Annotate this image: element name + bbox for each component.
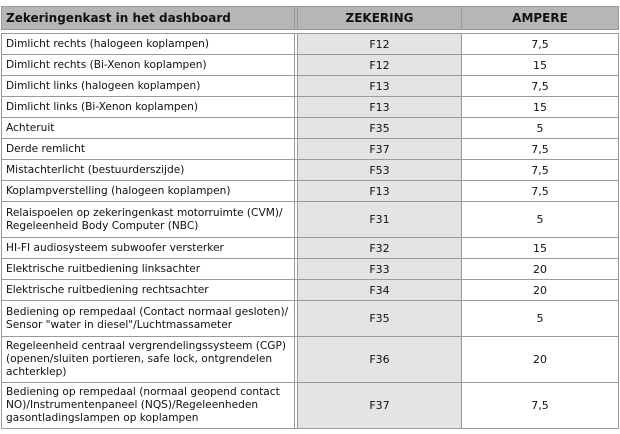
fuse-table-body [2,34,619,429]
row-description: Koplampverstelling (halogeen koplampen) [2,181,295,202]
row-description: Dimlicht links (halogeen koplampen) [2,76,295,97]
row-ampere: 20 [462,280,619,301]
row-fuse: F36 [298,337,462,383]
table-row [2,97,619,118]
row-ampere: 7,5 [462,76,619,97]
row-fuse: F12 [298,55,462,76]
row-description: Dimlicht links (Bi-Xenon koplampen) [2,97,295,118]
table-row [2,139,619,160]
row-fuse: F37 [298,139,462,160]
row-description: HI-FI audiosysteem subwoofer versterker [2,238,295,259]
row-description: Relaispoelen op zekeringenkast motorruimte (CVM)/ Regeleenheid Body Computer (NBC) [2,202,295,238]
table-row [2,337,619,383]
row-ampere: 7,5 [462,383,619,429]
row-ampere: 15 [462,55,619,76]
header-description: Zekeringenkast in het dashboard [2,7,295,30]
row-ampere: 15 [462,238,619,259]
fuse-table [1,6,619,429]
row-description: Achteruit [2,118,295,139]
row-fuse: F35 [298,301,462,337]
row-fuse: F31 [298,202,462,238]
row-description: Bediening op rempedaal (Contact normaal gesloten)/ Sensor "water in diesel"/Luchtmassameter [2,301,295,337]
row-ampere: 20 [462,259,619,280]
row-fuse: F34 [298,280,462,301]
table-row [2,238,619,259]
row-fuse: F12 [298,34,462,55]
table-row [2,76,619,97]
row-description: Mistachterlicht (bestuurderszijde) [2,160,295,181]
row-ampere: 7,5 [462,181,619,202]
row-ampere: 7,5 [462,34,619,55]
row-ampere: 7,5 [462,160,619,181]
row-fuse: F13 [298,97,462,118]
row-ampere: 5 [462,202,619,238]
row-description: Elektrische ruitbediening rechtsachter [2,280,295,301]
row-fuse: F37 [298,383,462,429]
header-ampere: AMPERE [462,7,619,30]
row-fuse: F35 [298,118,462,139]
table-row [2,55,619,76]
row-description: Bediening op rempedaal (normaal geopend contact NO)/Instrumentenpaneel (NQS)/Regeleenheden gasontladingslampen op koplampen [2,383,295,429]
table-row [2,383,619,429]
row-fuse: F53 [298,160,462,181]
row-description: Dimlicht rechts (Bi-Xenon koplampen) [2,55,295,76]
row-description: Derde remlicht [2,139,295,160]
header-fuse: ZEKERING [298,7,462,30]
table-row [2,160,619,181]
row-ampere: 5 [462,118,619,139]
table-row [2,259,619,280]
row-description: Regeleenheid centraal vergrendelingssysteem (CGP) (openen/sluiten portieren, safe lock, ontgrendelen achterklep) [2,337,295,383]
row-fuse: F13 [298,181,462,202]
table-row [2,301,619,337]
table-row [2,118,619,139]
row-description: Dimlicht rechts (halogeen koplampen) [2,34,295,55]
row-description: Elektrische ruitbediening linksachter [2,259,295,280]
table-row [2,202,619,238]
table-row [2,34,619,55]
table-row [2,280,619,301]
table-header-row [2,7,619,30]
row-fuse: F13 [298,76,462,97]
table-row [2,181,619,202]
row-ampere: 20 [462,337,619,383]
row-ampere: 7,5 [462,139,619,160]
row-fuse: F32 [298,238,462,259]
row-ampere: 5 [462,301,619,337]
row-ampere: 15 [462,97,619,118]
row-fuse: F33 [298,259,462,280]
